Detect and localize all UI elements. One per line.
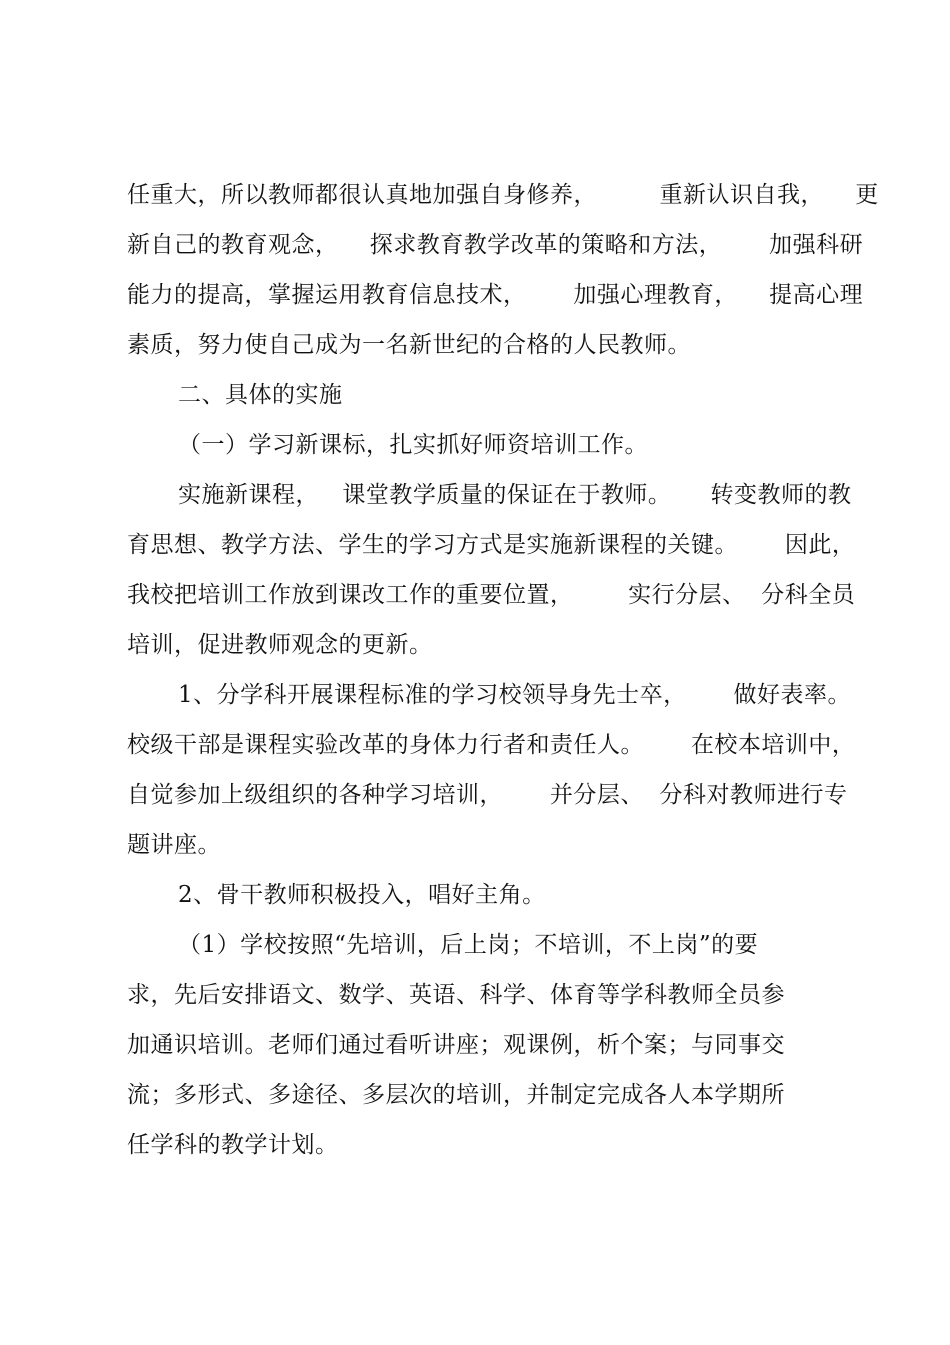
text-line: 加通识培训。老师们通过看听讲座；观课例，析个案；与同事交 <box>127 1032 785 1058</box>
text-line: 自觉参加上级组织的各种学习培训， 并分层、 分科对教师进行专 <box>127 782 848 808</box>
text-line: 任学科的教学计划。 <box>127 1132 339 1158</box>
text-line: 求，先后安排语文、数学、英语、科学、体育等学科教师全员参 <box>127 982 785 1008</box>
subsection-heading: （一）学习新课标，扎实抓好师资培训工作。 <box>178 432 648 458</box>
text-line: 2、骨干教师积极投入，唱好主角。 <box>178 882 546 908</box>
text-line: 校级干部是课程实验改革的身体力行者和责任人。 在校本培训中， <box>127 732 856 758</box>
text-line: （1）学校按照“先培训，后上岗；不培训，不上岗”的要 <box>178 932 759 958</box>
text-line: 实施新课程， 课堂教学质量的保证在于教师。 转变教师的教 <box>178 482 852 508</box>
text-line: 能力的提高，掌握运用教育信息技术， 加强心理教育， 提高心理 <box>127 282 864 308</box>
text-line: 任重大，所以教师都很认真地加强自身修养， 重新认识自我， 更 <box>127 182 879 208</box>
text-line: 育思想、教学方法、学生的学习方式是实施新课程的关键。 因此， <box>127 532 856 558</box>
text-line: 1、分学科开展课程标准的学习校领导身先士卒， 做好表率。 <box>178 682 851 708</box>
text-line: 素质，努力使自己成为一名新世纪的合格的人民教师。 <box>127 332 691 358</box>
text-line: 培训，促进教师观念的更新。 <box>127 632 433 658</box>
text-line: 新自己的教育观念， 探求教育教学改革的策略和方法， 加强科研 <box>127 232 864 258</box>
section-heading: 二、具体的实施 <box>178 382 343 408</box>
text-line: 流；多形式、多途径、多层次的培训，并制定完成各人本学期所 <box>127 1082 785 1108</box>
text-line: 题讲座。 <box>127 832 221 858</box>
text-line: 我校把培训工作放到课改工作的重要位置， 实行分层、 分科全员 <box>127 582 856 608</box>
